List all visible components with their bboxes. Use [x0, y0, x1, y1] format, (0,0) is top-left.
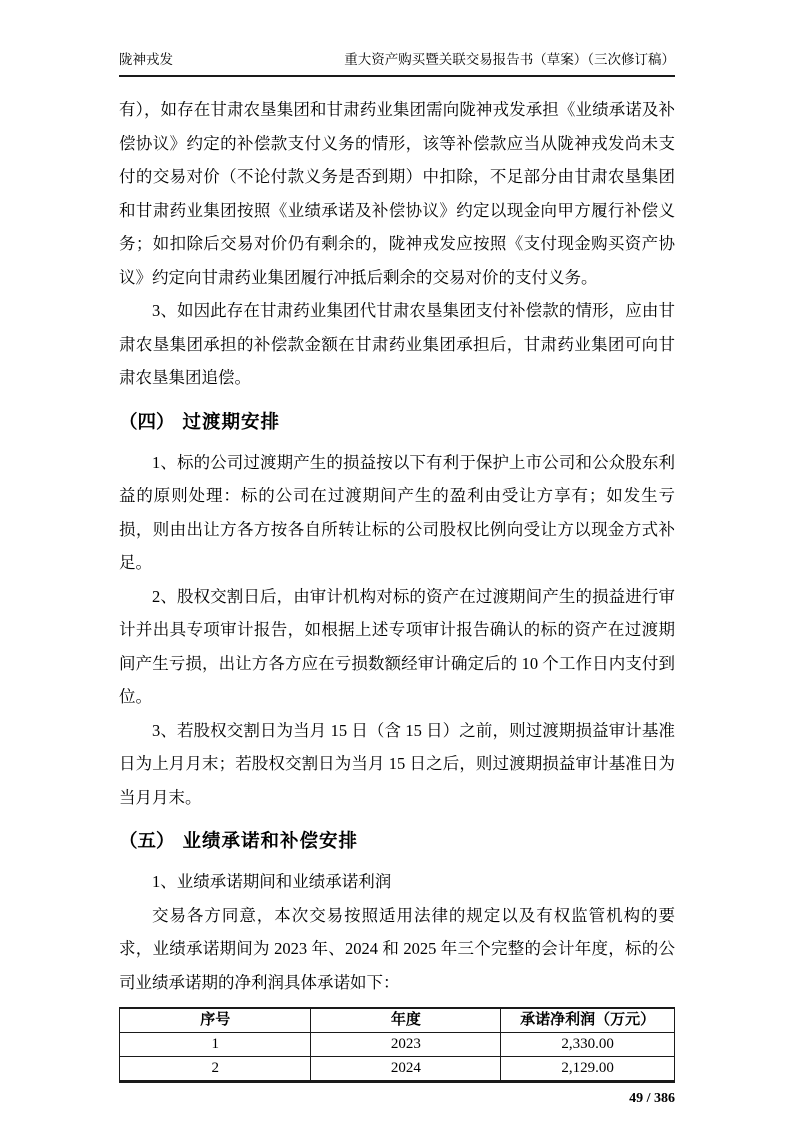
cell-profit: 2,129.00 [501, 1057, 675, 1082]
commitment-profit-table [119, 1007, 675, 1083]
section-heading-four [119, 407, 675, 437]
paragraph-five-intro: 交易各方同意，本次交易按照适用法律的规定以及有权监管机构的要求，业绩承诺期间为 2023 年、2024 和 2025 年三个完整的会计年度，标的公司业绩承诺期的净利润具体承诺如下： [119, 905, 675, 992]
paragraph-four-1: 1、标的公司过渡期产生的损益按以下有利于保护上市公司和公众股东利益的原则处理：标的公司在过渡期间产生的盈利由受让方享有；如发生亏损，则由出让方各方按各自所转让标的公司股权比例向受让方以现金方式补足。 [119, 452, 675, 572]
section-four-title: 过渡期安排 [182, 410, 281, 432]
cell-seq: 2 [120, 1057, 311, 1082]
section-heading-five [119, 826, 675, 856]
table-header-seq: 序号 [120, 1008, 311, 1033]
cell-year: 2024 [311, 1057, 501, 1082]
table-row [120, 1057, 675, 1082]
paragraph-four-3: 3、若股权交割日为当月 15 日（含 15 日）之前，则过渡期损益审计基准日为上月月末；若股权交割日为当月 15 日之后，则过渡期损益审计基准日为当月月末。 [119, 720, 675, 807]
page-header [119, 50, 675, 77]
paragraph-item-3: 3、如因此存在甘肃药业集团代甘肃农垦集团支付补偿款的情形，应由甘肃农垦集团承担的补偿款金额在甘肃药业集团承担后，甘肃药业集团可向甘肃农垦集团追偿。 [119, 301, 675, 387]
paragraph-four-2: 2、股权交割日后，由审计机构对标的资产在过渡期间产生的损益进行审计并出具专项审计报告，如根据上述专项审计报告确认的标的资产在过渡期间产生亏损，出让方各方应在亏损数额经审计确定后的 10 个工作日内支付到位。 [119, 586, 675, 706]
section-five-title: 业绩承诺和补偿安排 [182, 830, 359, 851]
page-number: 49 / 386 [629, 1091, 675, 1106]
cell-seq: 1 [120, 1033, 311, 1057]
section-five-number: （五） [119, 830, 175, 851]
cell-year: 2023 [311, 1033, 501, 1057]
subheading-five-1: 1、业绩承诺期间和业绩承诺利润 [152, 872, 392, 891]
header-company-name: 陇神戎发 [119, 52, 173, 67]
cell-profit: 2,330.00 [501, 1033, 675, 1057]
table-header-year: 年度 [311, 1008, 501, 1033]
section-four-number: （四） [119, 410, 175, 432]
header-report-title: 重大资产购买暨关联交易报告书（草案）（三次修订稿） [344, 52, 675, 67]
table-row [120, 1033, 675, 1057]
table-header-row [120, 1008, 675, 1033]
table-header-profit: 承诺净利润（万元） [501, 1008, 675, 1033]
paragraph-continuation: 有），如存在甘肃农垦集团和甘肃药业集团需向陇神戎发承担《业绩承诺及补偿协议》约定的补偿款支付义务的情形，该等补偿款应当从陇神戎发尚未支付的交易对价（不论付款义务是否到期）中扣除，不足部分由甘肃农垦集团和甘肃药业集团按照《业绩承诺及补偿协议》约定以现金向甲方履行补偿义务；如扣除后交易对价仍有剩余的，陇神戎发应按照《支付现金购买资产协议》约定向甘肃药业集团履行冲抵后剩余的交易对价的支付义务。 [119, 100, 675, 287]
